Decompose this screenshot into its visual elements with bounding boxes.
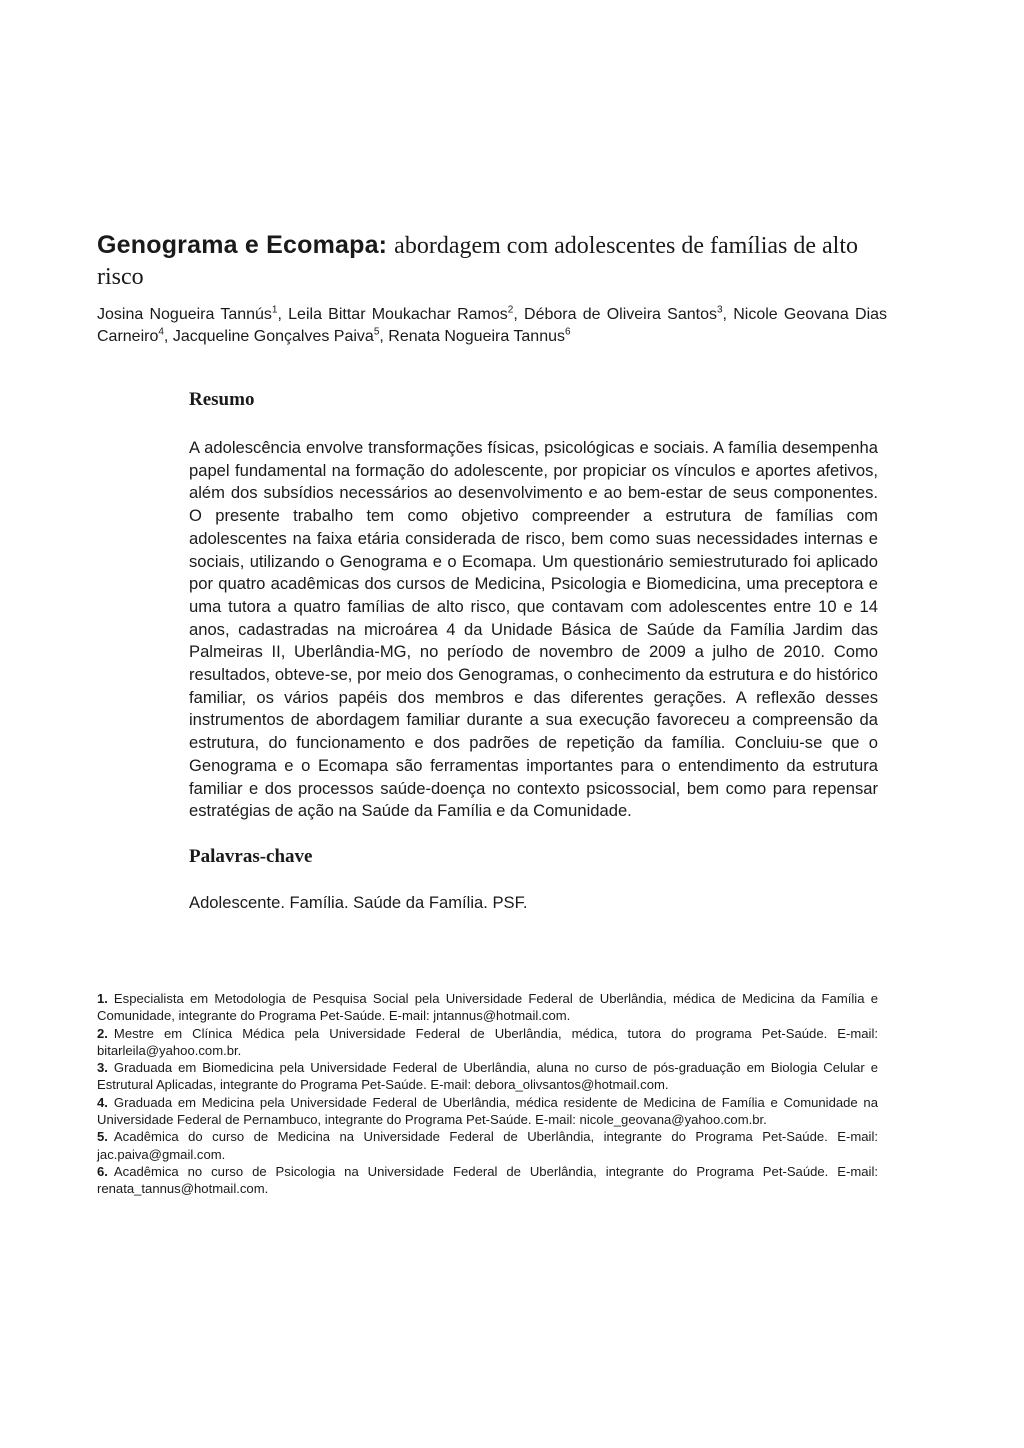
author-separator: , — [163, 328, 173, 345]
footnote — [97, 990, 878, 1025]
abstract-heading: Resumo — [189, 389, 255, 410]
footnote — [97, 1163, 878, 1198]
footnote-text: Graduada em Biomedicina pela Universidade Federal de Uberlândia, aluna no curso de pós-graduação em Biologia Celular e Estrutural Aplicadas, integrante do Programa Pet-Saúde. E-mail: debora_olivsantos@hotmail.com. — [97, 1060, 878, 1093]
author-separator: , — [277, 306, 289, 323]
footnote-text: Acadêmica do curso de Medicina na Universidade Federal de Uberlândia, integrante do Programa Pet-Saúde. E-mail: jac.paiva@gmail.com. — [97, 1129, 878, 1162]
author-name: Renata Nogueira Tannus — [388, 328, 565, 345]
title-block — [97, 230, 887, 348]
abstract-body: A adolescência envolve transformações físicas, psicológicas e sociais. A família desempenha papel fundamental na formação do adolescente, por propiciar os vínculos e aportes afetivos, além dos subsídios necessários ao desenvolvimento e ao bem-estar de seus componentes. O presente trabalho tem como objetivo compreender a estrutura de famílias com adolescentes na faixa etária considerada de risco, bem como suas necessidades internas e sociais, utilizando o Genograma e o Ecomapa. Um questionário semiestruturado foi aplicado por quatro acadêmicas dos cursos de Medicina, Psicologia e Biomedicina, uma preceptora e uma tutora a quatro famílias de alto risco, que contavam com adolescentes entre 10 e 14 anos, cadastradas na microárea 4 da Unidade Básica de Saúde da Família Jardim das Palmeiras II, Uberlândia-MG, no período de novembro de 2009 a julho de 2010. Como resultados, obteve-se, por meio dos Genogramas, o conhecimento da estrutura e do histórico familiar, os vários papéis dos membros e das diferentes gerações. A reflexão desses instrumentos de abordagem familiar durante a sua execução favoreceu a compreensão da estrutura, do funcionamento e dos padrões de repetição da família. Concluiu-se que o Genograma e o Ecomapa são ferramentas importantes para o entendimento da estrutura familiar e dos processos saúde-doença no contexto psicossocial, bem como para repensar estratégias de ação na Saúde da Família e da Comunidade. — [189, 438, 878, 821]
footnote-number: 3. — [97, 1060, 108, 1076]
author-affiliation-mark: 2 — [507, 304, 514, 316]
footnote-text: Graduada em Medicina pela Universidade Federal de Uberlândia, médica residente de Medicina de Família e Comunidade na Universidade Federal de Pernambuco, integrante do Programa Pet-Saúde. E-mail: nicole_geovana@yahoo.com.br. — [97, 1094, 878, 1128]
author-affiliation-mark: 4 — [158, 326, 164, 338]
author-affiliation-mark: 1 — [271, 304, 278, 316]
footnotes — [97, 990, 878, 1198]
author-separator: , — [379, 328, 389, 345]
footnote — [97, 1025, 878, 1060]
footnote-number: 1. — [97, 991, 108, 1006]
author-list — [97, 304, 887, 348]
author-separator: , — [722, 306, 734, 323]
keywords-body: Adolescente. Família. Saúde da Família. PSF. — [189, 892, 528, 912]
footnote-text: Especialista em Metodologia de Pesquisa Social pela Universidade Federal de Uberlândia, médica de Medicina da Família e Comunidade, integrante do Programa Pet-Saúde. E-mail: jntannus@hotmail.com. — [97, 991, 878, 1024]
author-affiliation-mark: 5 — [373, 326, 380, 338]
author-name: Nicole Geovana Dias Carneiro — [97, 306, 888, 345]
abstract-section — [189, 388, 878, 914]
footnote — [97, 1059, 878, 1094]
author-name: Leila Bittar Moukachar Ramos — [288, 306, 508, 323]
paper-title-bold: Genograma e Ecomapa: — [97, 231, 388, 259]
author-affiliation-mark: 3 — [716, 304, 723, 316]
footnote-number: 5. — [97, 1129, 108, 1145]
paper-title-subtitle: abordagem com adolescentes de famílias de alto risco — [97, 233, 858, 290]
footnote-text: Mestre em Clínica Médica pela Universidade Federal de Uberlândia, médica, tutora do programa Pet-Saúde. E-mail: bitarleila@yahoo.com.br. — [97, 1025, 878, 1058]
author-affiliation-mark: 6 — [565, 326, 571, 338]
author-name: Josina Nogueira Tannús — [97, 306, 272, 323]
author-name: Débora de Oliveira Santos — [524, 306, 717, 323]
footnote — [97, 1094, 878, 1129]
footnote-text: Acadêmica no curso de Psicologia na Universidade Federal de Uberlândia, integrante do Programa Pet-Saúde. E-mail: renata_tannus@hotmail.com. — [97, 1163, 878, 1197]
author-separator: , — [513, 306, 525, 323]
keywords-heading: Palavras-chave — [189, 845, 313, 867]
footnote-number: 2. — [97, 1025, 108, 1041]
footnote-number: 4. — [97, 1094, 108, 1110]
author-name: Jacqueline Gonçalves Paiva — [172, 328, 374, 345]
footnote — [97, 1128, 878, 1163]
footnote-number: 6. — [97, 1163, 108, 1179]
paper-title — [97, 230, 887, 292]
